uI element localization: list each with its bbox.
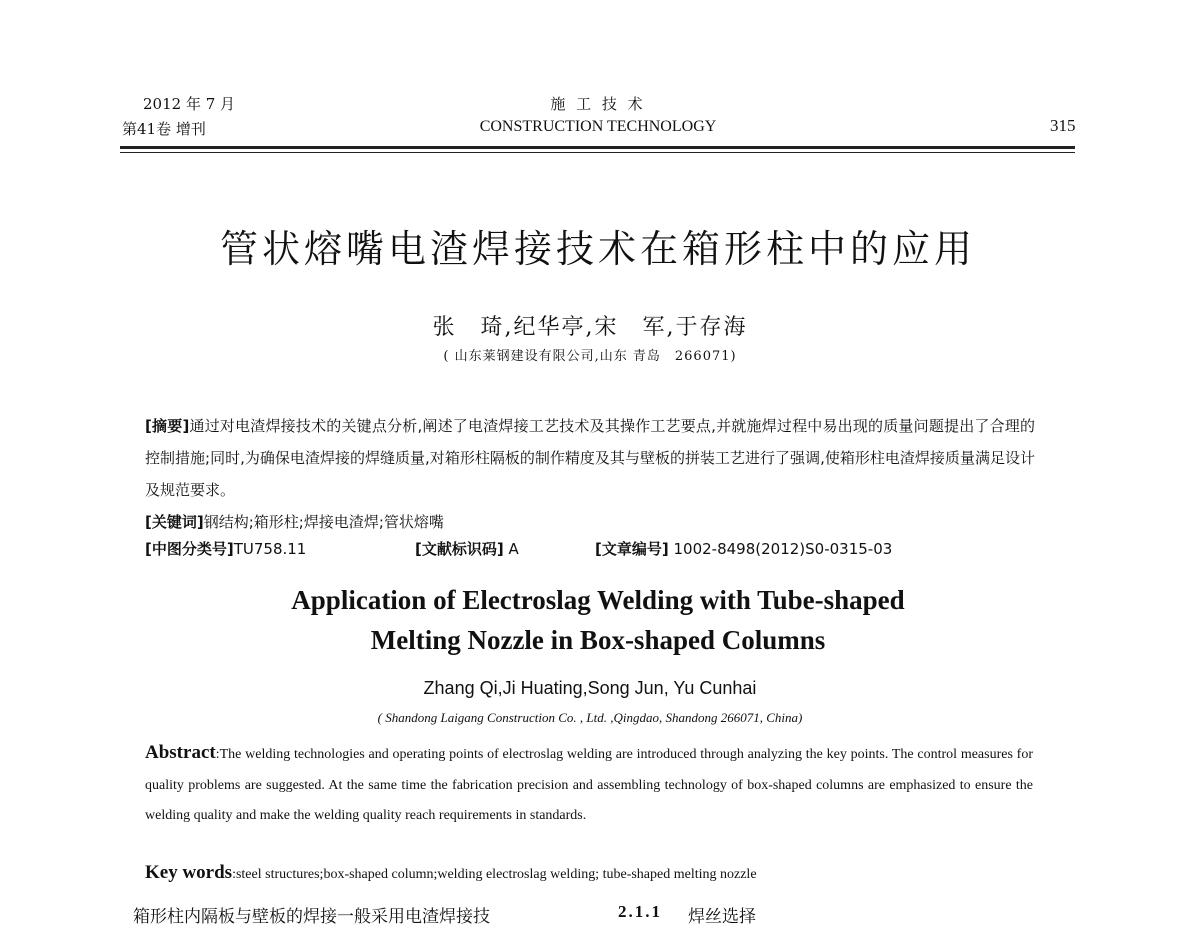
page-number: 315 <box>1050 116 1076 135</box>
classification <box>145 538 306 559</box>
doc-code-value: A <box>508 540 519 558</box>
keywords-en-label: Key words <box>145 862 233 883</box>
classification-value: TU758.11 <box>233 540 307 558</box>
section-title: 焊丝选择 <box>688 907 756 927</box>
abstract-en-text: The welding technologies and operating points of electroslag welding are introduced through analyzing the key points. The control measures for quality problems are suggested. At the same time the fabrication precision and assembling technology of box-shaped columns are emphasized to ensure the welding quality and make the welding quality reach requirements in standards. <box>145 747 1033 823</box>
classification-label: [中图分类号] <box>145 540 234 558</box>
title-en-line: Application of Electroslag Welding with Tube-shaped <box>291 585 905 615</box>
article-no-label: [文章编号] <box>595 540 669 558</box>
header-rule-thin <box>120 152 1075 153</box>
affiliation-cn: ( 山东莱钢建设有限公司,山东 青岛 266071) <box>443 349 737 364</box>
keywords-en-text: steel structures;box-shaped column;welding electroslag welding; tube-shaped melting nozzle <box>235 867 757 882</box>
doc-code-label: [文献标识码] <box>415 540 504 558</box>
body-text-line: 箱形柱内隔板与壁板的焊接一般采用电渣焊接技 <box>133 907 490 927</box>
affiliation-en: ( Shandong Laigang Construction Co. , Ltd. ,Qingdao, Shandong 266071, China) <box>377 710 803 725</box>
volume-info: 第41卷 增刊 <box>122 120 206 138</box>
article-no-value: 1002-8498(2012)S0-0315-03 <box>673 540 893 558</box>
authors-en: Zhang Qi,Ji Huating,Song Jun, Yu Cunhai <box>423 678 757 698</box>
abstract-cn <box>145 410 1035 538</box>
abstract-cn-text: 通过对电渣焊接技术的关键点分析,阐述了电渣焊接工艺技术及其操作工艺要点,并就施焊过程中易出现的质量问题提出了合理的控制措施;同时,为确保电渣焊接的焊缝质量,对箱形柱隔板的制作精度及其与壁板的拼装工艺进行了强调,使箱形柱电渣焊接质量满足设计及规范要求。 <box>145 417 1036 499</box>
section-number: 2.1.1 <box>618 902 662 921</box>
journal-name-cn: 施 工 技 术 <box>550 95 646 113</box>
issue-date: 2012 年 7 月 <box>143 95 236 113</box>
abstract-en-label: Abstract <box>145 742 216 763</box>
title-cn: 管状熔嘴电渣焊接技术在箱形柱中的应用 <box>219 227 976 271</box>
authors-cn: 张 琦,纪华亭,宋 军,于存海 <box>432 315 748 340</box>
title-en <box>0 580 1196 660</box>
abstract-en: Abstract:The welding technologies and operating points of electroslag welding are introduced through analyzing the key points. The control measures for quality problems are suggested. At the same time the fabrication precision and assembling technology of box-shaped columns are emphasized to ensure the welding quality and make the welding quality reach requirements in standards. <box>145 742 1033 823</box>
keywords-cn-text: 钢结构;箱形柱;焊接电渣焊;管状熔嘴 <box>203 513 444 531</box>
abstract-cn-label: [摘要] <box>145 417 190 435</box>
keywords-en: Key words:steel structures;box-shaped column;welding electroslag welding; tube-shaped melting nozzle <box>145 862 757 883</box>
article-number <box>595 538 892 559</box>
document-code <box>415 538 519 559</box>
journal-name-en: CONSTRUCTION TECHNOLOGY <box>479 118 717 135</box>
header-rule <box>120 146 1075 149</box>
keywords-cn-label: [关键词] <box>145 513 204 531</box>
title-en-line: Melting Nozzle in Box-shaped Columns <box>370 625 826 655</box>
